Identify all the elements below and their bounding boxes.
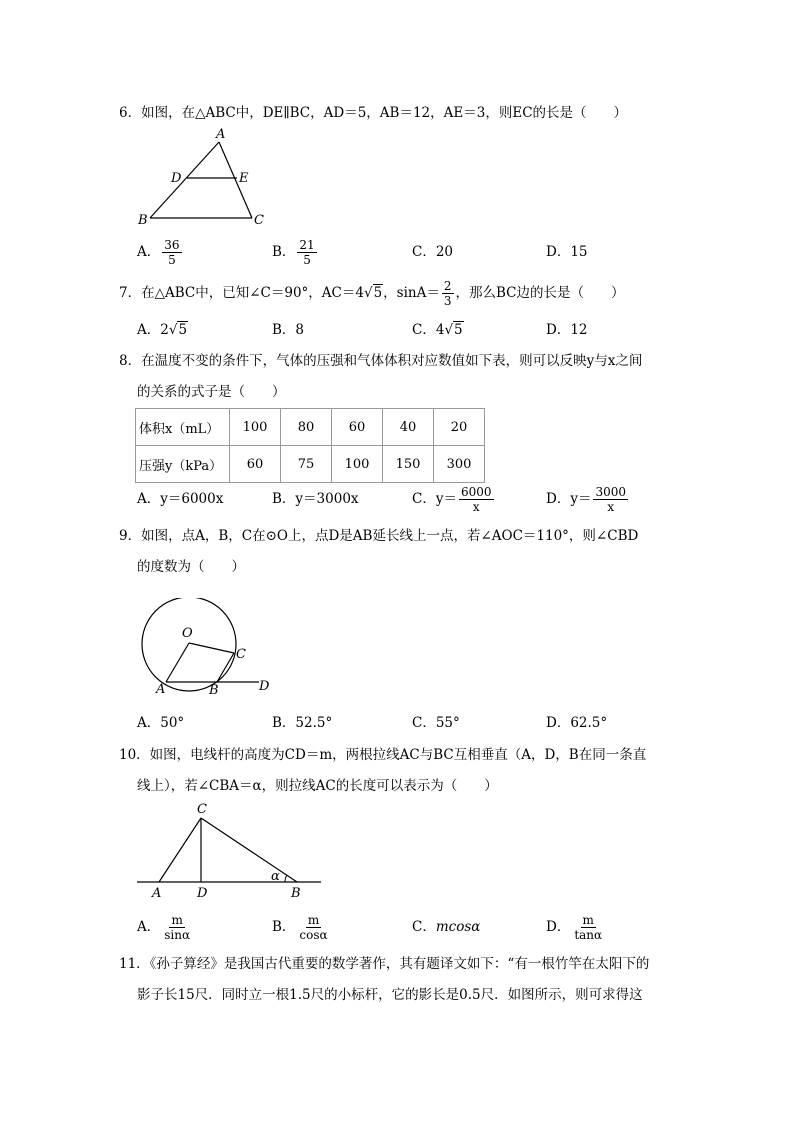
table-cell: 60 — [332, 409, 383, 446]
q6-label-a: A — [216, 128, 226, 142]
q8-option-a: A．y＝6000x — [137, 491, 224, 507]
q10-pole-figure — [135, 798, 325, 902]
q6-triangle-figure — [130, 128, 280, 232]
q10-option-b: B． $\frac{m}{\cos\alpha}$ — [272, 912, 328, 942]
table-cell: 100 — [332, 446, 383, 483]
q7-option-d: D．12 — [546, 322, 588, 338]
q6-label-b: B — [138, 213, 148, 228]
q6-option-b: B． $\frac{21}{5}$ — [272, 237, 315, 267]
q8-option-c: C． y＝ $\frac{6000}{x}$ — [412, 484, 492, 514]
table-row — [136, 409, 485, 446]
q8-option-d: D． y＝ $\frac{3000}{x}$ — [546, 484, 627, 514]
q6-label-c: C — [254, 213, 264, 228]
q6-option-c: C．20 — [412, 244, 454, 260]
q8-option-b: B．y＝3000x — [272, 491, 359, 507]
q11-stem-line1: 11．《孙子算经》是我国古代重要的数学著作，其有题译文如下：“有一根竹竿在太阳下的 — [119, 956, 650, 972]
q9-circle-figure — [135, 598, 285, 698]
q6-option-d: D．15 — [546, 244, 588, 260]
q8-stem-line2: 的关系的式子是（ ） — [137, 384, 286, 400]
table-cell: 300 — [434, 446, 485, 483]
q9-option-a: A．50° — [137, 715, 185, 731]
q10-stem-line2: 线上），若∠CBA＝α，则拉线AC的长度可以表示为（ ） — [137, 778, 498, 794]
q7-option-b: B．8 — [272, 322, 305, 338]
q10-stem-line1: 10．如图，电线杆的高度为CD＝m，两根拉线AC与BC互相垂直（A，D，B在同一条直 — [119, 747, 647, 763]
q6-stem: 6．如图，在△ABC中，DE∥BC，AD＝5，AB＝12，AE＝3，则EC的长是（ ） — [119, 105, 628, 121]
table-cell: 80 — [281, 409, 332, 446]
q9-stem-line1: 9．如图，点A，B，C在⊙O上，点D是AB延长线上一点，若∠AOC＝110°，则∠CBD — [119, 528, 639, 544]
table-cell: 40 — [383, 409, 434, 446]
q10-label-b: B — [291, 886, 301, 901]
q10-option-a: A． $\frac{m}{\sin\alpha}$ — [137, 912, 191, 942]
table-cell: 20 — [434, 409, 485, 446]
q9-label-c: C — [236, 647, 246, 662]
q10-label-alpha: α — [271, 869, 280, 884]
q9-label-a: A — [156, 682, 166, 697]
q9-label-o: O — [182, 626, 193, 641]
q9-option-d: D．62.5° — [546, 715, 608, 731]
q7-stem: 7．在△ABC中，已知∠C＝90°，AC＝4 √5 ，sinA＝ $\frac{2}{3}$ ，那么BC边的长是（ ） — [119, 278, 625, 308]
q7-option-a: A．2√5 — [137, 322, 188, 338]
q6-label-d: D — [171, 171, 182, 186]
q10-option-d: D． $\frac{m}{\tan\alpha}$ — [546, 912, 603, 942]
q9-option-b: B．52.5° — [272, 715, 333, 731]
q7-option-c: C．4√5 — [412, 322, 463, 338]
q10-label-c: C — [197, 802, 207, 817]
q10-label-d: D — [197, 886, 208, 901]
q9-option-c: C．55° — [412, 715, 460, 731]
q9-stem-line2: 的度数为（ ） — [137, 559, 245, 575]
q8-row2-header: 压强y（kPa） — [136, 446, 230, 483]
table-cell: 150 — [383, 446, 434, 483]
q10-label-a: A — [152, 886, 162, 901]
table-cell: 60 — [230, 446, 281, 483]
q6-label-e: E — [239, 171, 249, 186]
table-cell: 100 — [230, 409, 281, 446]
q10-option-c: C．mcosα — [412, 919, 481, 935]
q8-row1-header: 体积x（mL） — [136, 409, 230, 446]
q9-label-b: B — [209, 683, 219, 698]
q8-data-table — [135, 408, 485, 483]
table-cell: 75 — [281, 446, 332, 483]
q9-label-d: D — [259, 679, 270, 694]
table-row — [136, 446, 485, 483]
q6-option-a: A． $\frac{36}{5}$ — [137, 237, 180, 267]
q11-stem-line2: 影子长15尺．同时立一根1.5尺的小标杆，它的影长是0.5尺．如图所示，则可求得这 — [137, 987, 643, 1003]
q8-stem-line1: 8．在温度不变的条件下，气体的压强和气体体积对应数值如下表，则可以反映y与x之间 — [119, 353, 643, 369]
